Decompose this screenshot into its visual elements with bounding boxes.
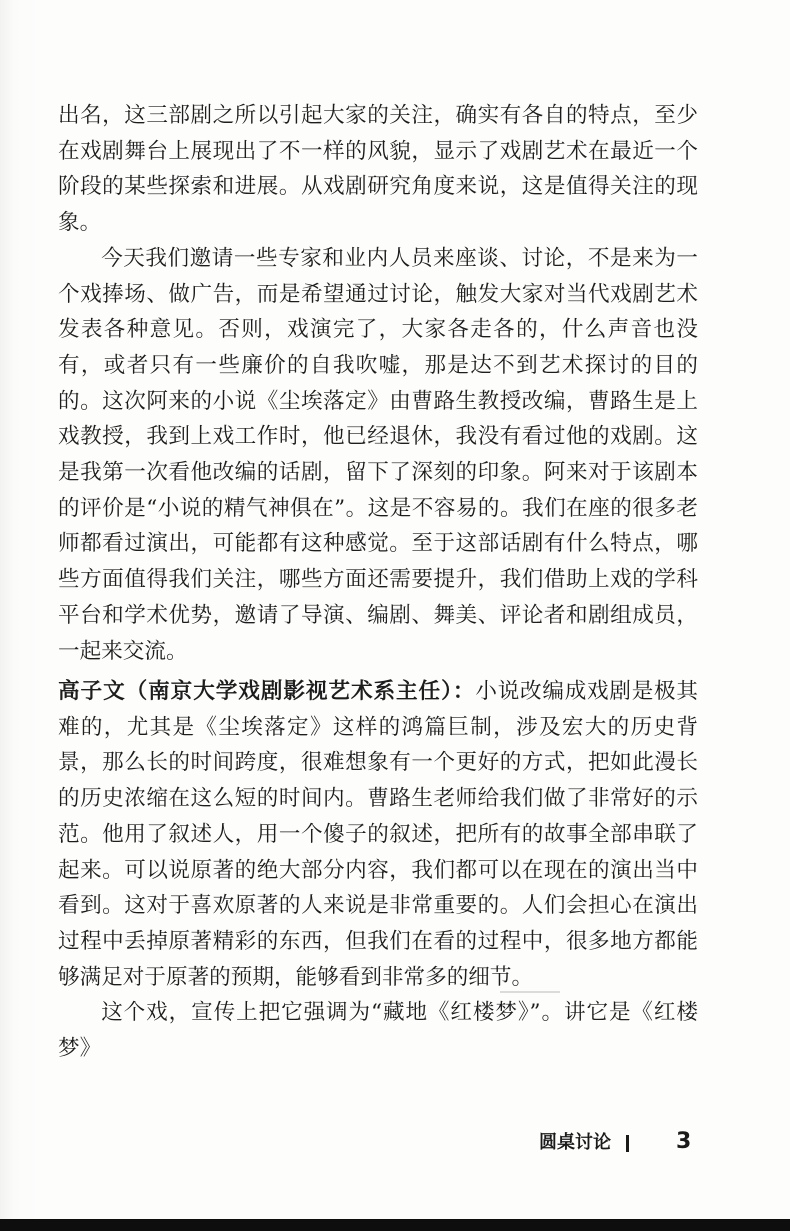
speech-text: 小说改编成戏剧是极其难的，尤其是《尘埃落定》这样的鸿篇巨制，涉及宏大的历史背景，那么长的时间跨度，很难想象有一个更好的方式，把如此漫长的历史浓缩在这么短的时间内。曹路生老师给我们做了非常好的示范。他用了叙述人，用一个傻子的叙述，把所有的故事全部串联了起来。可以说原著的绝大部分内容，我们都可以在现在的演出当中看到。这对于喜欢原著的人来说是非常重要的。人们会担心在演出过程中丢掉原著精彩的东西，但我们在看的过程中，很多地方都能够满足对于原著的预期，能够看到非常多的细节。 [58, 679, 698, 990]
speaker-name: 高子文（南京大学戏剧影视艺术系主任）： [58, 679, 476, 704]
body-text-upper [58, 98, 698, 669]
speech-paragraph [58, 674, 698, 995]
footer-separator [626, 1135, 629, 1152]
footer-section-title: 圆桌讨论 [539, 1132, 611, 1153]
scan-smudge [500, 991, 560, 993]
scan-bottom-edge [0, 1219, 790, 1231]
paragraph-continued: 出名，这三部剧之所以引起大家的关注，确实有各自的特点，至少在戏剧舞台上展现出了不一样的风貌，显示了戏剧艺术在最近一个阶段的某些探索和进展。从戏剧研究角度来说，这是值得关注的现象。 [58, 103, 698, 236]
page-footer [0, 1131, 790, 1161]
paragraph-last: 这个戏，宣传上把它强调为“藏地《红楼梦》”。讲它是《红楼梦》 [58, 1000, 698, 1062]
body-text-lower [58, 674, 698, 1067]
scan-smudge [600, 610, 640, 612]
paragraph-invitation: 今天我们邀请一些专家和业内人员来座谈、讨论，不是来为一个戏捧场、做广告，而是希望通过讨论，触发大家对当代戏剧艺术发表各种意见。否则，戏演完了，大家各走各的，什么声音也没有，或者只有一些廉价的自我吹嘘，那是达不到艺术探讨的目的的。这次阿来的小说《尘埃落定》由曹路生教授改编，曹路生是上戏教授，我到上戏工作时，他已经退休，我没有看过他的戏剧。这是我第一次看他改编的话剧，留下了深刻的印象。阿来对于该剧本的评价是“小说的精气神俱在”。这是不容易的。我们在座的很多老师都看过演出，可能都有这种感觉。至于这部话剧有什么特点，哪些方面值得我们关注，哪些方面还需要提升，我们借助上戏的学科平台和学术优势，邀请了导演、编剧、舞美、评论者和剧组成员，一起来交流。 [58, 245, 698, 664]
page-number: 3 [676, 1129, 692, 1154]
